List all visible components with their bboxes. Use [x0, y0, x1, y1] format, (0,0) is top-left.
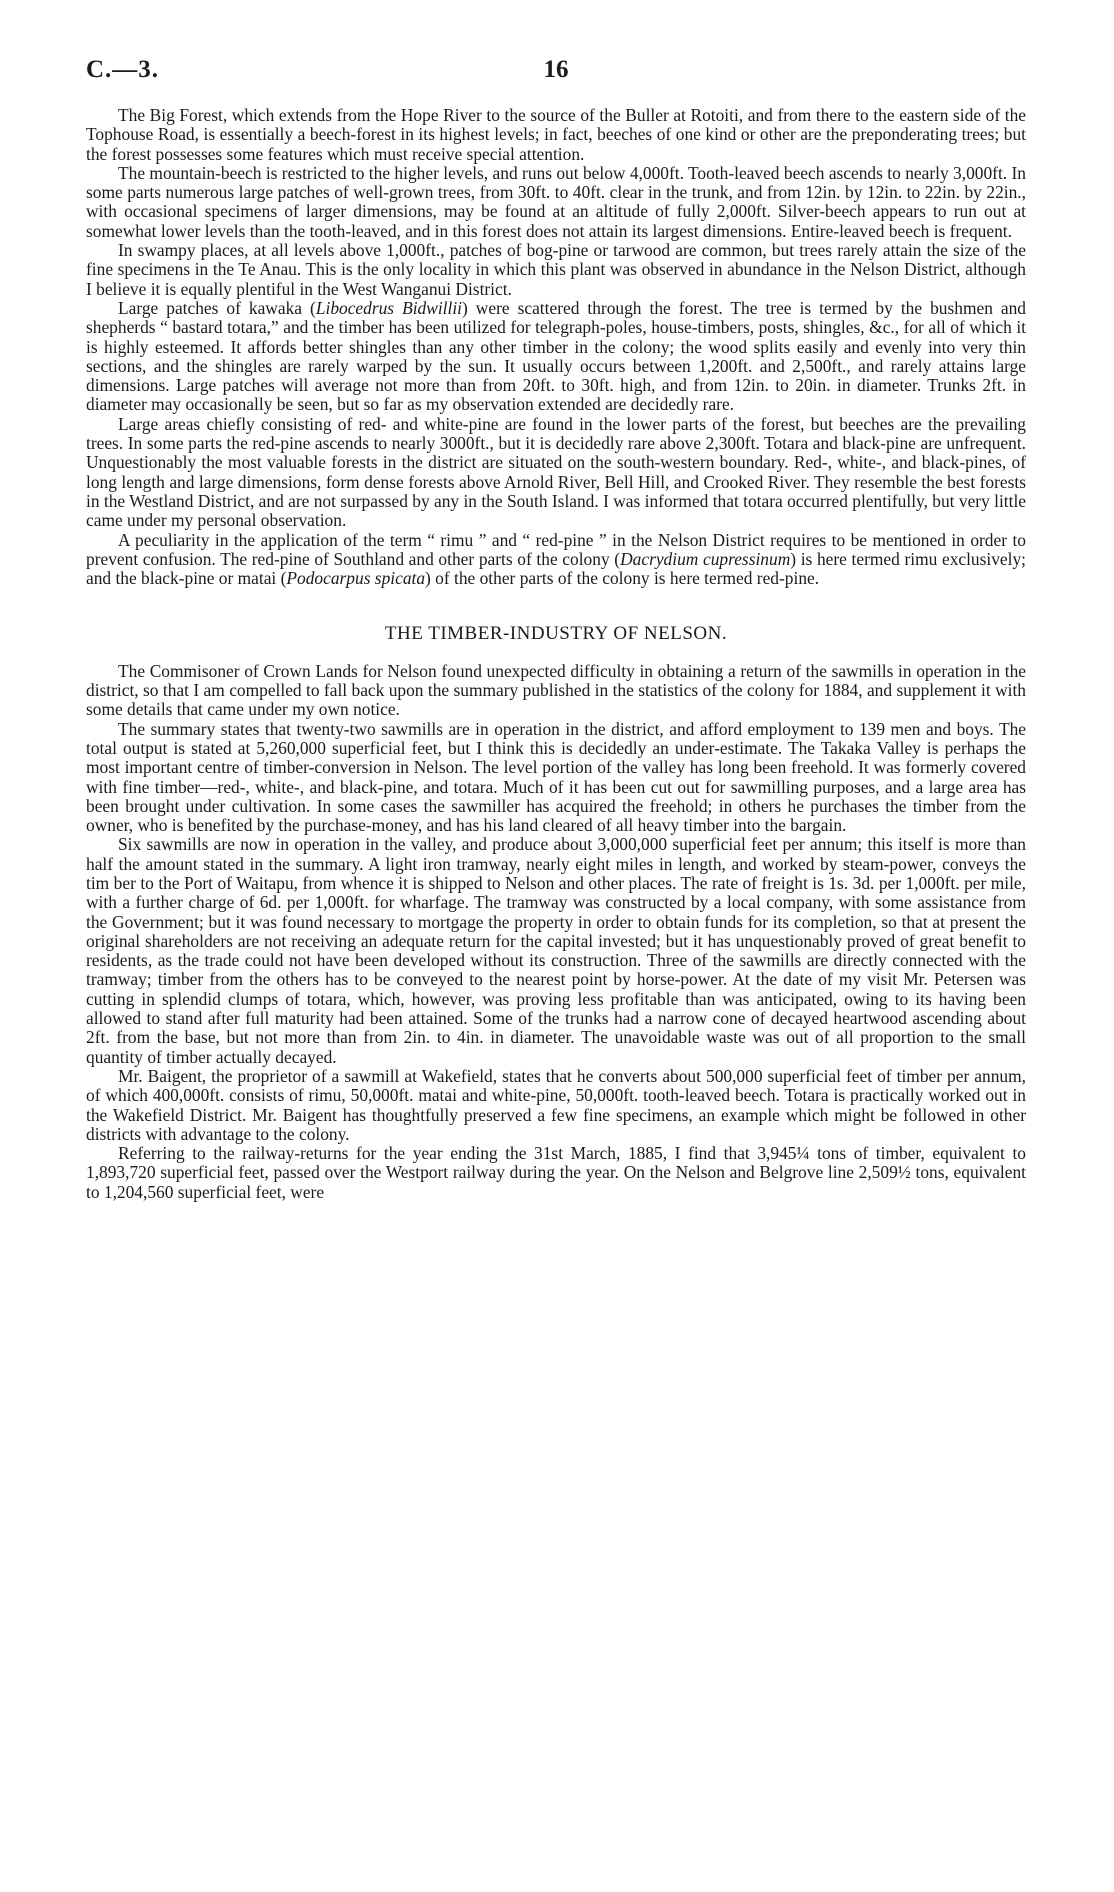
body-text	[86, 106, 1026, 1202]
paragraph-big-forest: The Big Forest, which extends from the Hope River to the source of the Buller at Rotoiti, and from there to the eastern side of the Tophouse Road, is essentially a beech-forest in its highest levels; in fact, beeches of one kind or other are the preponderating trees; but the forest possesses some features which must receive special attention.	[86, 105, 1026, 164]
paragraph-baigent: Mr. Baigent, the proprietor of a sawmill at Wakefield, states that he converts about 500,000 superficial feet of timber per annum, of which 400,000ft. consists of rimu, 50,000ft. matai and white-pine, 50,000ft. tooth-leaved beech. Totara is practically worked out in the Wakefield District. Mr. Baigent has thoughtfully preserved a few fine specimens, an example which might be followed in other districts with advantage to the colony.	[86, 1065, 1026, 1144]
paragraph-commissioner: The Commisoner of Crown Lands for Nelson found unexpected difficulty in obtaining a return of the sawmills in operation in the district, so that I am compelled to fall back upon the summary published in the statistics of the colony for 1884, and supplement it with some details that came under my own notice.	[86, 660, 1026, 720]
podocarpus-botanical-name: Podocarpus spicata	[286, 568, 426, 589]
peculiarity-text-3: ) of the other parts of the colony is here termed red-pine.	[425, 568, 820, 589]
paragraph-red-white-pine: Large areas chiefly consisting of red- and white-pine are found in the lower parts of the forest, but beeches are the prevailing trees. In some parts the red-pine ascends to nearly 3000ft., but it is decidedly rare above 2,300ft. Totara and black-pine are unfrequent. Unquestionably the most valuable forests in the district are situated on the south-western boundary. Red-, white-, and black-pines, of long length and large dimensions, form dense forests above Arnold River, Bell Hill, and Crooked River. They resemble the best forests in the Westland District, and are not surpassed by any in the South Island. I was informed that totara occurred plentifully, but very little came under my personal observation.	[86, 413, 1026, 531]
kawaka-text-before: Large patches of kawaka (	[118, 297, 316, 318]
kawaka-text-after: ) were scattered through the forest. The tree is termed by the bushmen and shepherds “ bastard totara,” and the timber has been utilized for telegraph-poles, house-timbers, posts, shingles, &c., for all of which it is highly esteemed. It affords better shingles than any other timber in the colony; the wood splits easily and evenly into very thin sections, and the shingles are rarely warped by the sun. It usually occurs between 1,200ft. and 2,500ft., and rarely attains large dimensions. Large patches will average not more than from 20ft. to 30ft. high, and from 12in. to 20in. in diameter. Trunks 2ft. in diameter may occasionally be seen, but so far as my observation extended are decidedly rare.	[86, 297, 1027, 415]
paragraph-kawaka	[86, 299, 1026, 415]
page-code: C.—3.	[86, 56, 160, 83]
peculiarity-text-1: A peculiarity in the application of the term “ rimu ” and “ red-pine ” in the Nelson District requires to be mentioned in order to prevent confusion. The red-pine of Southland and other parts of the colony (	[86, 529, 1026, 569]
paragraph-takaka-sawmills: Six sawmills are now in operation in the valley, and produce about 3,000,000 superficial feet per annum; this itself is more than half the amount stated in the summary. A light iron tramway, nearly eight miles in length, and worked by steam-power, conveys the tim ber to the Port of Waitapu, from whence it is shipped to Nelson and other places. The rate of freight is 1s. 3d. per 1,000ft. per mile, with a further charge of 6d. per 1,000ft. for wharfage. The tramway was constructed by a local company, with some assistance from the Government; but it was found necessary to mortgage the property in order to obtain funds for its completion, so that at present the original shareholders are not receiving an adequate return for the capital invested; but it has unquestionably proved of great benefit to residents, as the trade could not have been developed without its construction. Three of the sawmills are directly connected with the tramway; timber from the others has to be conveyed to the nearest point by horse-power. At the date of my visit Mr. Petersen was cutting in splendid clumps of totara, which, however, was proving less profitable than was anticipated, owing to its having been allowed to stand after full maturity had been attained. Some of the trunks had a narrow cone of decayed heartwood ascending about 2ft. from the base, but not more than from 2in. to 4in. in diameter. The unavoidable waste was out of all proportion to the small quantity of timber actually decayed.	[86, 834, 1026, 1067]
section-heading-timber-industry: THE TIMBER-INDUSTRY OF NELSON.	[384, 623, 728, 645]
paragraph-mountain-beech: The mountain-beech is restricted to the higher levels, and runs out below 4,000ft. Tooth-leaved beech ascends to nearly 3,000ft. In some parts numerous large patches of well-grown trees, from 30ft. to 40ft. clear in the trunk, and from 12in. by 12in. to 22in. by 22in., with occasional specimens of larger dimensions, may be found at an altitude of fully 2,000ft. Silver-beech appears to run out at somewhat lower levels than the tooth-leaved, and in this forest does not attain its largest dimensions. Entire-leaved beech is frequent.	[86, 162, 1026, 241]
page-number: 16	[543, 56, 569, 83]
paragraph-bog-pine: In swampy places, at all levels above 1,000ft., patches of bog-pine or tarwood are common, but trees rarely attain the size of the fine specimens in the Te Anau. This is the only locality in which this plant was observed in abundance in the Nelson District, although I believe it is equally plentiful in the West Wanganui District.	[86, 240, 1026, 299]
paragraph-summary: The summary states that twenty-two sawmills are in operation in the district, and afford employment to 139 men and boys. The total output is stated at 5,260,000 superficial feet, but I think this is decidedly an under-estimate. The Takaka Valley is perhaps the most important centre of timber-conversion in Nelson. The level portion of the valley has long been freehold. It was formerly covered with fine timber—red-, white-, and black-pine, and totara. Much of it has been cut out for sawmilling purposes, and a large area has been brought under cultivation. In some cases the sawmiller has acquired the freehold; in others he purchases the timber from the owner, who is benefited by the purchase-money, and has his land cleared of all heavy timber into the bargain.	[86, 718, 1026, 836]
page-header	[86, 52, 1026, 96]
dacrydium-botanical-name: Dacrydium cupressinum	[620, 548, 791, 569]
kawaka-botanical-name: Libocedrus Bidwillii	[315, 297, 462, 318]
paragraph-rimu-peculiarity	[86, 531, 1026, 589]
peculiarity-text-2: ) is here termed rimu exclusively; and the black-pine or matai (	[86, 548, 1027, 589]
paragraph-railway-returns: Referring to the railway-returns for the year ending the 31st March, 1885, I find that 3,945¼ tons of timber, equivalent to 1,893,720 superficial feet, passed over the Westport railway during the year. On the Nelson and Belgrove line 2,509½ tons, equivalent to 1,204,560 superficial feet, were	[86, 1143, 1026, 1202]
